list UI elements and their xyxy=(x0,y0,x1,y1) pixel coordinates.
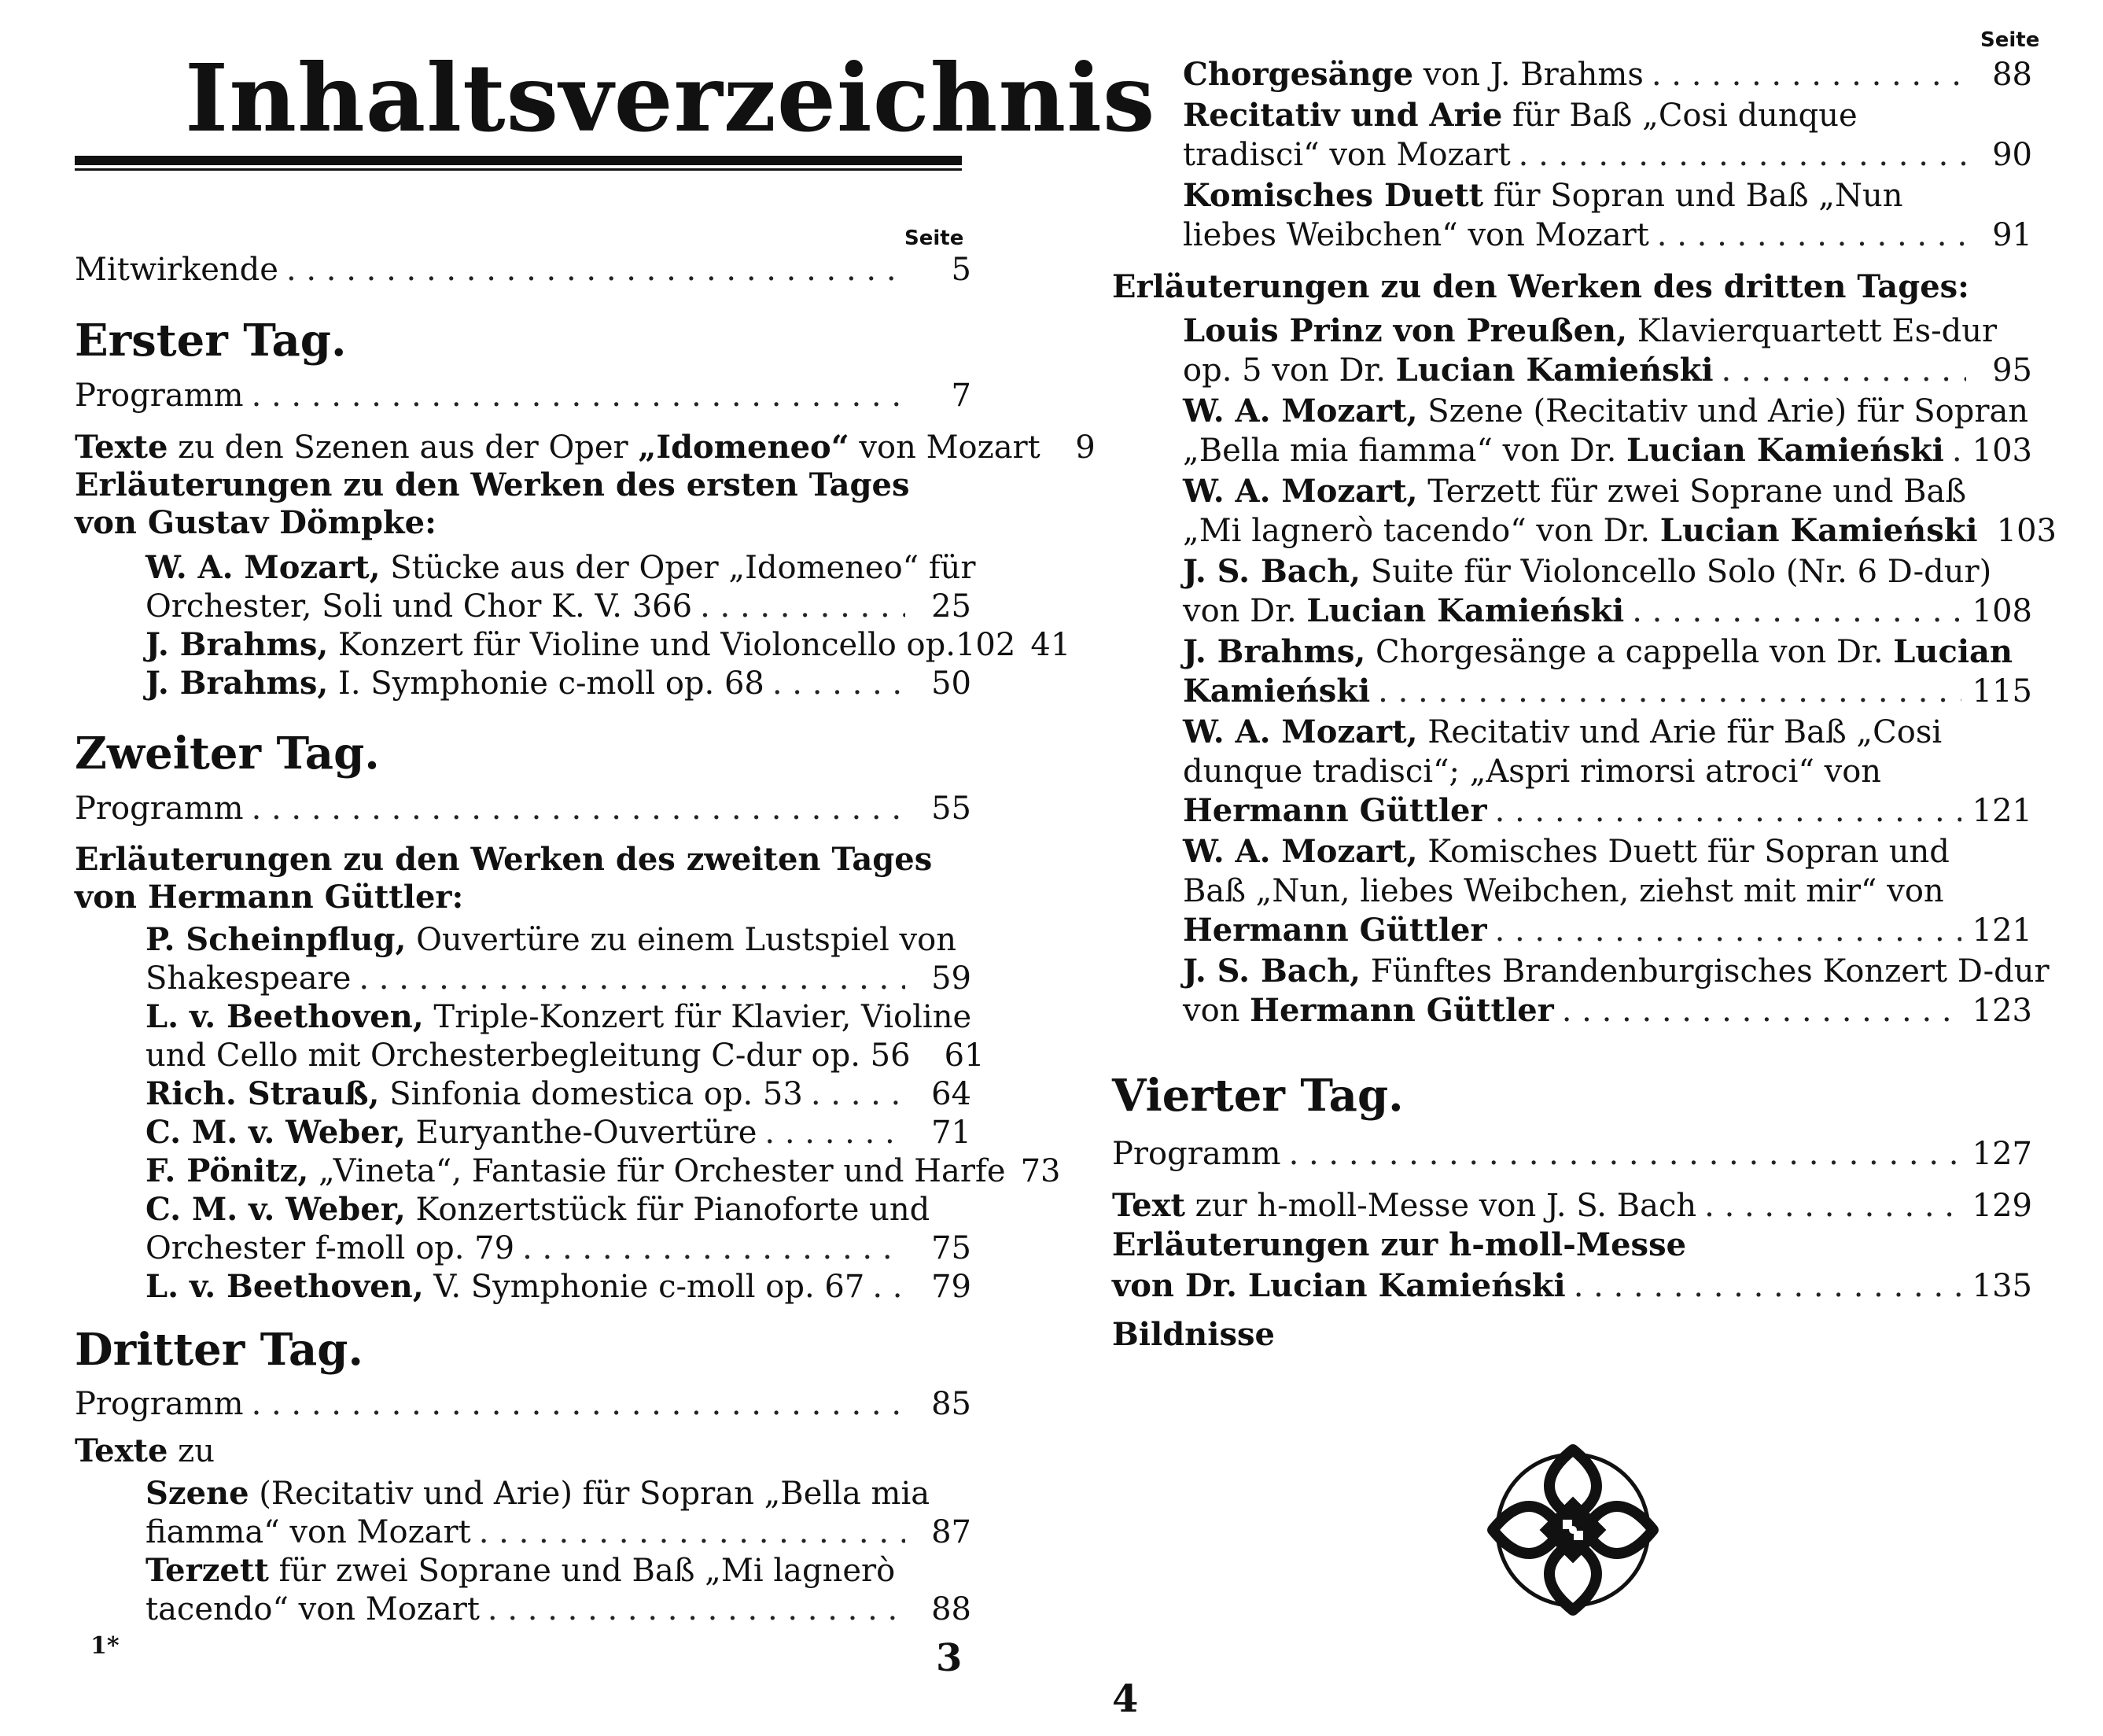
title-rule xyxy=(75,156,962,165)
toc-page-number: 88 xyxy=(931,1591,971,1627)
dot-leader xyxy=(252,1384,905,1424)
toc-page-number: 103 xyxy=(1972,433,2032,469)
toc-entry-mozart-bella-mia[interactable]: „Bella mia fiamma“ von Dr. Lucian Kamieński . . . 103 xyxy=(1183,431,2032,470)
dot-leader xyxy=(1952,431,1961,470)
toc-entry-weber-euryanthe[interactable]: C. M. v. Weber, Euryanthe-Ouvertüre . . . 71 xyxy=(145,1113,971,1152)
toc-entry-brahms-chorgesaenge[interactable]: Kamieński . . . 115 xyxy=(1183,672,2032,711)
dot-leader xyxy=(359,959,905,998)
toc-page-number: 25 xyxy=(931,588,971,625)
toc-item-line: J. S. Bach, Suite für Violoncello Solo (Nr. 6 D-dur) xyxy=(1183,553,1992,590)
title-rule-thin xyxy=(75,168,962,171)
toc-item-line: Terzett für zwei Soprane und Baß „Mi lagnerò xyxy=(145,1552,896,1589)
toc-entry-poenitz[interactable]: F. Pönitz, „Vineta“, Fantasie für Orchester und Harfe 73 xyxy=(145,1152,1061,1189)
toc-entry-mozart-duett[interactable]: Hermann Güttler . . . 121 xyxy=(1183,911,2032,950)
erl-heading-day2-line2: von Hermann Güttler: xyxy=(75,879,464,916)
dot-leader xyxy=(1704,1186,1961,1226)
erl-heading-day4: Erläuterungen zur h-moll-Messe xyxy=(1112,1226,1687,1263)
toc-item-line: L. v. Beethoven, Triple-Konzert für Klavier, Violine xyxy=(145,998,972,1035)
toc-item-line: Baß „Nun, liebes Weibchen, ziehst mit mir“ von xyxy=(1183,873,1944,909)
erl-heading-day2-line1: Erläuterungen zu den Werken des zweiten Tages xyxy=(75,841,933,878)
toc-entry-weber-konzertstueck[interactable]: Orchester f-moll op. 79 . . . 75 xyxy=(145,1229,971,1268)
toc-entry-bach-suite[interactable]: von Dr. Lucian Kamieński . . . 108 xyxy=(1183,592,2032,631)
toc-item-line: Louis Prinz von Preußen, Klavierquartett Es-dur xyxy=(1183,312,1998,349)
toc-entry-brahms-symphonie[interactable]: J. Brahms, I. Symphonie c-moll op. 68 . . . 50 xyxy=(145,664,971,703)
toc-entry-komisches-duett[interactable]: liebes Weibchen“ von Mozart . . . 91 xyxy=(1183,216,2032,255)
toc-page-number: 87 xyxy=(931,1514,971,1550)
toc-entry-programm-day3[interactable]: Programm . . . 85 xyxy=(75,1384,971,1424)
dot-leader xyxy=(872,1267,905,1307)
toc-page-number: 135 xyxy=(1972,1268,2032,1304)
toc-entry-mozart-terzett[interactable]: „Mi lagnerò tacendo“ von Dr. Lucian Kamieński 103 xyxy=(1183,512,2057,549)
signature-mark: 1* xyxy=(90,1632,120,1660)
toc-page-number: 41 xyxy=(1030,627,1071,663)
toc-entry-programm-day2[interactable]: Programm . . . 55 xyxy=(75,789,971,828)
toc-item-line: J. S. Bach, Fünftes Brandenburgisches Konzert D-dur xyxy=(1183,953,2050,990)
toc-entry-terzett[interactable]: tacendo“ von Mozart . . . 88 xyxy=(145,1590,971,1629)
page-number: 3 xyxy=(936,1636,963,1680)
toc-page-number: 95 xyxy=(1992,352,2032,389)
toc-page-number: 5 xyxy=(951,252,971,288)
toc-page-number: 127 xyxy=(1972,1136,2032,1172)
toc-entry-programm-day1[interactable] xyxy=(75,376,971,415)
toc-page-number: 129 xyxy=(1972,1188,2032,1224)
dot-leader xyxy=(1495,911,1961,950)
dot-leader xyxy=(252,789,905,828)
toc-page-number: 75 xyxy=(931,1230,971,1266)
dot-leader xyxy=(1657,216,1966,255)
toc-item-line: C. M. v. Weber, Konzertstück für Pianoforte und xyxy=(145,1191,930,1228)
toc-entry-szene[interactable]: fiamma“ von Mozart . . . 87 xyxy=(145,1513,971,1552)
toc-item-line: W. A. Mozart, Komisches Duett für Sopran und xyxy=(1183,833,1950,870)
dot-leader xyxy=(1722,351,1966,390)
section-heading-day2: Zweiter Tag. xyxy=(75,728,380,780)
toc-page-number: 59 xyxy=(931,960,971,997)
toc-page-number: 61 xyxy=(944,1038,985,1074)
toc-page-number: 115 xyxy=(1972,673,2032,710)
toc-entry-label: Mitwirkende xyxy=(75,252,278,288)
dot-leader xyxy=(1632,592,1961,631)
toc-entry-text-messe[interactable]: Text zur h-moll-Messe von J. S. Bach . . . 129 xyxy=(1112,1186,2032,1226)
toc-item-line: W. A. Mozart, Recitativ und Arie für Baß „Cosi xyxy=(1183,713,1943,750)
dot-leader xyxy=(700,587,905,626)
right-page xyxy=(1015,0,2103,1736)
toc-entry-brahms-konzert[interactable]: J. Brahms, Konzert für Violine und Violoncello op.102 41 xyxy=(145,626,1071,663)
toc-item-line: Komisches Duett für Sopran und Baß „Nun xyxy=(1183,177,1903,214)
toc-page-number: 91 xyxy=(1992,217,2032,253)
toc-entry-bildnisse[interactable]: Bildnisse xyxy=(1112,1316,1275,1353)
toc-page-number: 103 xyxy=(1996,513,2057,549)
dot-leader xyxy=(1652,55,1966,94)
toc-entry-texte-day1[interactable] xyxy=(75,428,1096,467)
dot-leader xyxy=(522,1229,905,1268)
toc-entry-chorgesaenge[interactable]: Chorgesänge von J. Brahms . . . 88 xyxy=(1183,55,2032,94)
dot-leader xyxy=(772,664,905,703)
toc-page-number: 55 xyxy=(931,791,971,827)
toc-page-number: 123 xyxy=(1972,993,2032,1029)
toc-entry-strauss[interactable]: Rich. Strauß, Sinfonia domestica op. 53 . . . 64 xyxy=(145,1074,971,1114)
toc-page-number: 50 xyxy=(931,665,971,702)
erl-heading-day3: Erläuterungen zu den Werken des dritten Tages: xyxy=(1112,268,1969,305)
toc-page-number: 71 xyxy=(931,1115,971,1151)
toc-page-number: 121 xyxy=(1972,912,2032,949)
page-number: 4 xyxy=(1112,1677,1139,1721)
toc-item-line: J. Brahms, Chorgesänge a cappella von Dr. Lucian xyxy=(1183,633,2013,670)
section-heading-day4: Vierter Tag. xyxy=(1112,1070,1404,1122)
ornament-icon xyxy=(1486,1443,1659,1616)
dot-leader xyxy=(252,376,905,415)
dot-leader xyxy=(811,1074,905,1114)
toc-item-line: Recitativ und Arie für Baß „Cosi dunque xyxy=(1183,97,1858,134)
dot-leader xyxy=(488,1590,905,1629)
toc-page-number: 85 xyxy=(931,1386,971,1422)
toc-entry-label: Texte zu den Szenen aus der Oper „Idomeneo“ von Mozart xyxy=(75,429,1040,466)
dot-leader xyxy=(764,1113,905,1152)
toc-item-line: W. A. Mozart, Stücke aus der Oper „Idomeneo“ für xyxy=(145,549,976,586)
toc-item-line: P. Scheinpflug, Ouvertüre zu einem Lustspiel von xyxy=(145,921,956,958)
toc-page-number: 64 xyxy=(931,1076,971,1112)
toc-page-number: 88 xyxy=(1992,57,2032,93)
toc-page-number: 9 xyxy=(1075,429,1096,466)
toc-entry-mitwirkende[interactable] xyxy=(75,250,971,289)
toc-page-number: 7 xyxy=(951,378,971,414)
toc-page-number: 79 xyxy=(931,1269,971,1305)
dot-leader xyxy=(1574,1266,1961,1306)
toc-page-number: 90 xyxy=(1992,137,2032,173)
toc-entry-programm-day4[interactable]: Programm . . . 127 xyxy=(1112,1134,2032,1174)
section-heading-day1: Erster Tag. xyxy=(75,315,347,367)
dot-leader xyxy=(1519,135,1966,175)
toc-entry-bach-brandenburg[interactable]: von Hermann Güttler . . . 123 xyxy=(1183,991,2032,1030)
texte-heading-day3: Texte zu xyxy=(75,1432,215,1469)
toc-entry-beethoven-triple[interactable]: und Cello mit Orchesterbegleitung C-dur op. 56 61 xyxy=(145,1038,985,1074)
section-heading-day3: Dritter Tag. xyxy=(75,1324,363,1376)
toc-entry-recitativ-arie[interactable]: tradisci“ von Mozart . . . 90 xyxy=(1183,135,2032,175)
dot-leader xyxy=(479,1513,905,1552)
toc-item-line: W. A. Mozart, Terzett für zwei Soprane und Baß xyxy=(1183,473,1967,510)
toc-item-line: Szene (Recitativ und Arie) für Sopran „Bella mia xyxy=(145,1475,930,1512)
erl-heading-day1-line1: Erläuterungen zu den Werken des ersten Tages xyxy=(75,466,910,503)
dot-leader xyxy=(1378,672,1961,711)
toc-item-line: dunque tradisci“; „Aspri rimorsi atroci“ von xyxy=(1183,754,1882,790)
toc-entry-louis-prinz[interactable]: op. 5 von Dr. Lucian Kamieński . . . 95 xyxy=(1183,351,2032,390)
toc-entry-erl-messe[interactable]: von Dr. Lucian Kamieński . . . 135 xyxy=(1112,1266,2032,1306)
toc-entry-scheinpflug[interactable]: Shakespeare . . . 59 xyxy=(145,959,971,998)
toc-entry-beethoven-v[interactable]: L. v. Beethoven, V. Symphonie c-moll op. 67 . . . 79 xyxy=(145,1267,971,1307)
toc-page-number: 73 xyxy=(1020,1153,1061,1189)
dot-leader xyxy=(286,250,905,289)
dot-leader xyxy=(1562,991,1961,1030)
toc-entry-label: Programm xyxy=(75,378,244,414)
seite-label: Seite xyxy=(904,227,964,250)
toc-entry-mozart-cosi[interactable]: Hermann Güttler . . . 121 xyxy=(1183,791,2032,831)
erl-heading-day1-line2: von Gustav Dömpke: xyxy=(75,504,436,541)
dot-leader xyxy=(1289,1134,1961,1174)
toc-page-number: 121 xyxy=(1972,793,2032,829)
toc-page-number: 108 xyxy=(1972,593,2032,629)
toc-entry-mozart-idomeneo[interactable]: Orchester, Soli und Chor K. V. 366 . . . 25 xyxy=(145,587,971,626)
page-title: Inhaltsverzeichnis xyxy=(185,43,1156,153)
toc-item-line: W. A. Mozart, Szene (Recitativ und Arie) für Sopran xyxy=(1183,393,2029,429)
dot-leader xyxy=(1495,791,1961,831)
seite-label: Seite xyxy=(1980,28,2040,52)
